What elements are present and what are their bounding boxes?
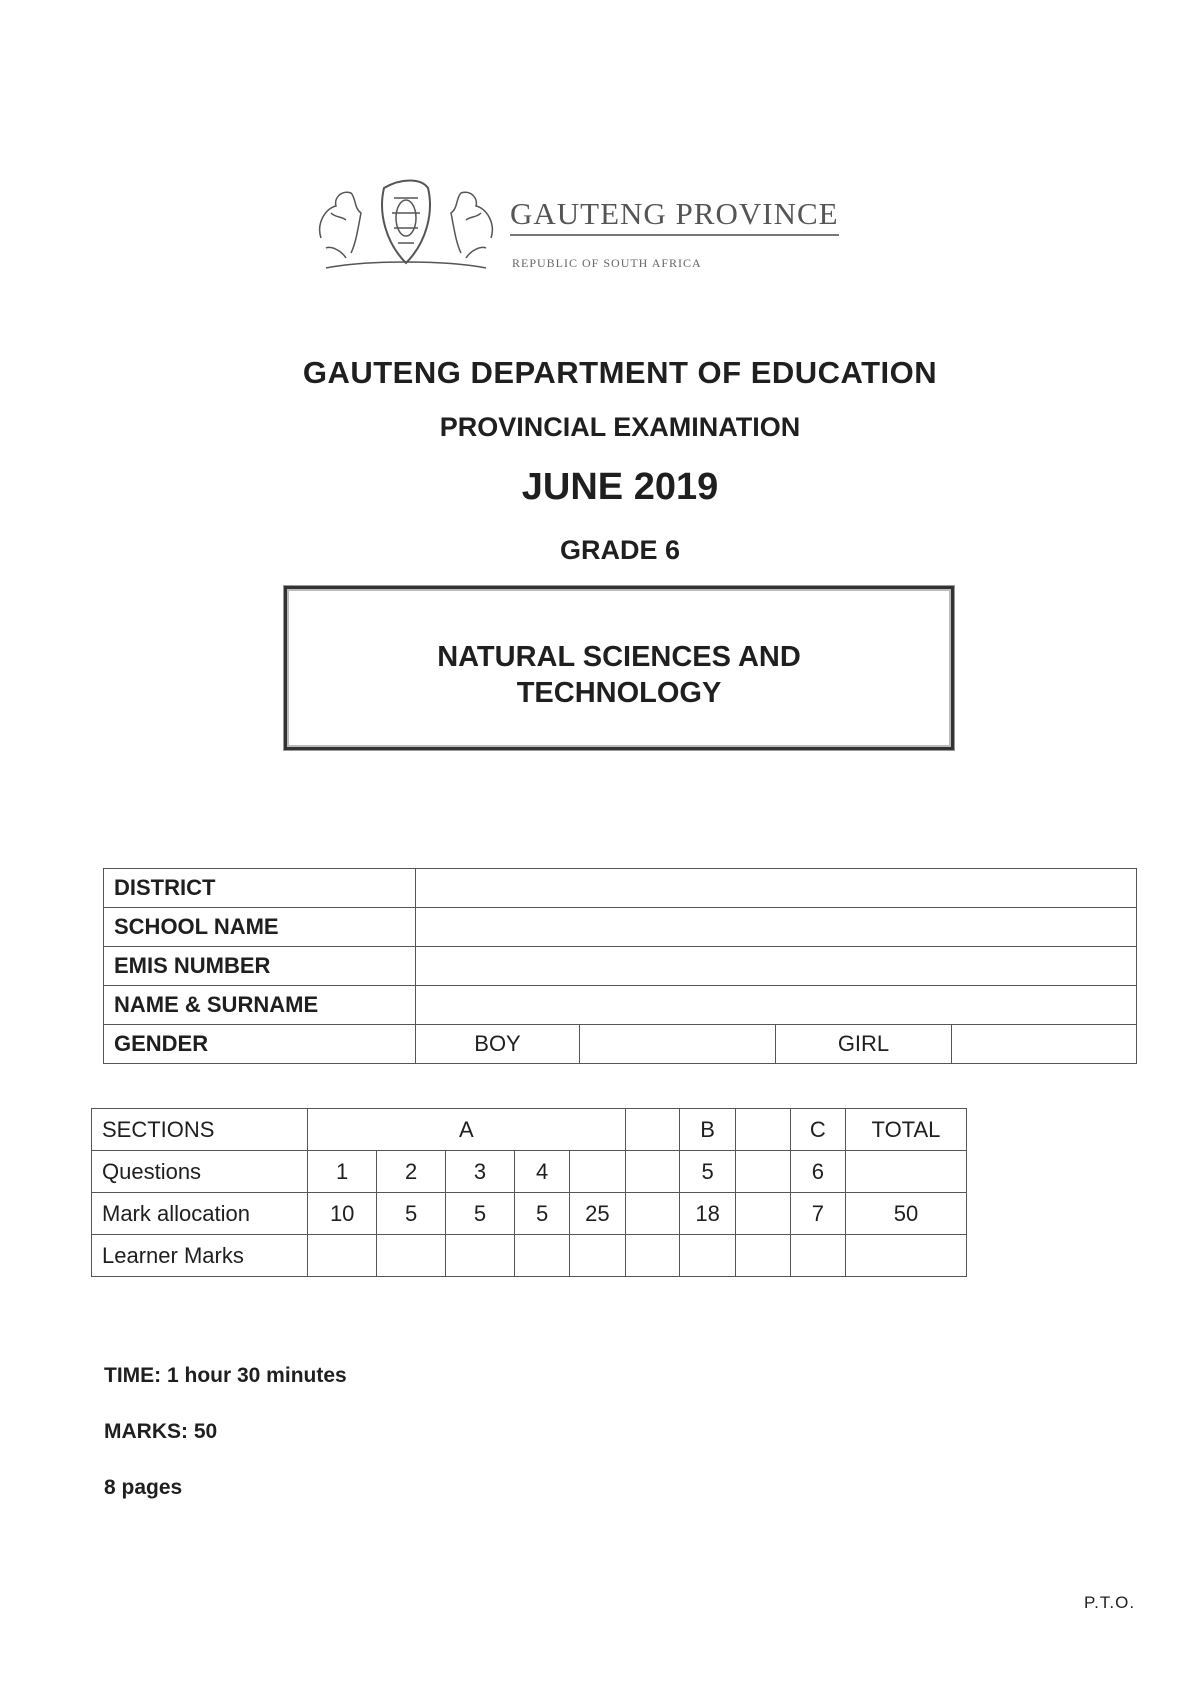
table-cell	[570, 1151, 625, 1193]
section-a-header: A	[308, 1109, 625, 1151]
gender-label: GENDER	[104, 1025, 416, 1064]
table-row	[104, 947, 1137, 986]
mark-cell: 5	[514, 1193, 569, 1235]
learner-mark-field[interactable]	[446, 1235, 515, 1277]
question-cell: 3	[446, 1151, 515, 1193]
learner-mark-field[interactable]	[308, 1235, 377, 1277]
table-row	[104, 869, 1137, 908]
subject-line-2: TECHNOLOGY	[516, 677, 722, 709]
table-row	[92, 1109, 967, 1151]
school-name-field[interactable]	[416, 908, 1137, 947]
boy-checkbox[interactable]	[580, 1025, 776, 1064]
name-surname-label: NAME & SURNAME	[104, 986, 416, 1025]
table-row	[104, 1025, 1137, 1064]
pages-info: 8 pages	[104, 1476, 183, 1499]
total-header: TOTAL	[845, 1109, 966, 1151]
table-row	[104, 986, 1137, 1025]
question-cell: 2	[377, 1151, 446, 1193]
learner-mark-field[interactable]	[570, 1235, 625, 1277]
marks-info: MARKS: 50	[104, 1420, 218, 1443]
learner-mark-field[interactable]	[680, 1235, 735, 1277]
mark-cell: 5	[446, 1193, 515, 1235]
learner-details-table	[103, 868, 1137, 1064]
learner-mark-field[interactable]	[790, 1235, 845, 1277]
table-row	[92, 1235, 967, 1277]
emis-number-label: EMIS NUMBER	[104, 947, 416, 986]
exam-title: PROVINCIAL EXAMINATION	[439, 412, 801, 442]
girl-label: GIRL	[776, 1025, 952, 1064]
table-row	[92, 1193, 967, 1235]
mark-cell: 5	[377, 1193, 446, 1235]
pto-note: P.T.O.	[1084, 1593, 1136, 1612]
table-cell	[625, 1109, 680, 1151]
subject-line-1: NATURAL SCIENCES AND	[437, 641, 801, 673]
boy-label: BOY	[416, 1025, 580, 1064]
time-info: TIME: 1 hour 30 minutes	[104, 1364, 347, 1387]
row-label: Questions	[92, 1151, 308, 1193]
coat-of-arms-logo	[306, 168, 506, 278]
mark-cell: 25	[570, 1193, 625, 1235]
learner-mark-field[interactable]	[845, 1235, 966, 1277]
mark-cell: 10	[308, 1193, 377, 1235]
learner-mark-field[interactable]	[514, 1235, 569, 1277]
district-field[interactable]	[416, 869, 1137, 908]
table-row	[92, 1151, 967, 1193]
question-cell: 5	[680, 1151, 735, 1193]
row-label: Mark allocation	[92, 1193, 308, 1235]
learner-mark-field[interactable]	[625, 1235, 680, 1277]
table-row	[104, 908, 1137, 947]
mark-cell: 7	[790, 1193, 845, 1235]
session-title: JUNE 2019	[521, 466, 719, 508]
girl-checkbox[interactable]	[952, 1025, 1137, 1064]
question-cell: 6	[790, 1151, 845, 1193]
question-cell: 4	[514, 1151, 569, 1193]
learner-mark-field[interactable]	[377, 1235, 446, 1277]
school-name-label: SCHOOL NAME	[104, 908, 416, 947]
section-b-header: B	[680, 1109, 735, 1151]
grade-title: GRADE 6	[559, 535, 681, 565]
question-cell: 1	[308, 1151, 377, 1193]
name-surname-field[interactable]	[416, 986, 1137, 1025]
row-label: SECTIONS	[92, 1109, 308, 1151]
district-label: DISTRICT	[104, 869, 416, 908]
section-c-header: C	[790, 1109, 845, 1151]
table-cell	[625, 1151, 680, 1193]
row-label: Learner Marks	[92, 1235, 308, 1277]
learner-mark-field[interactable]	[735, 1235, 790, 1277]
subject-box	[284, 586, 954, 750]
sections-marks-table	[91, 1108, 967, 1277]
table-cell	[845, 1151, 966, 1193]
department-title: GAUTENG DEPARTMENT OF EDUCATION	[302, 355, 938, 390]
table-cell	[735, 1193, 790, 1235]
table-cell	[625, 1193, 680, 1235]
mark-cell: 50	[845, 1193, 966, 1235]
emis-number-field[interactable]	[416, 947, 1137, 986]
table-cell	[735, 1151, 790, 1193]
mark-cell: 18	[680, 1193, 735, 1235]
province-title: GAUTENG PROVINCE	[510, 196, 839, 236]
table-cell	[735, 1109, 790, 1151]
republic-subtitle: REPUBLIC OF SOUTH AFRICA	[512, 256, 702, 270]
